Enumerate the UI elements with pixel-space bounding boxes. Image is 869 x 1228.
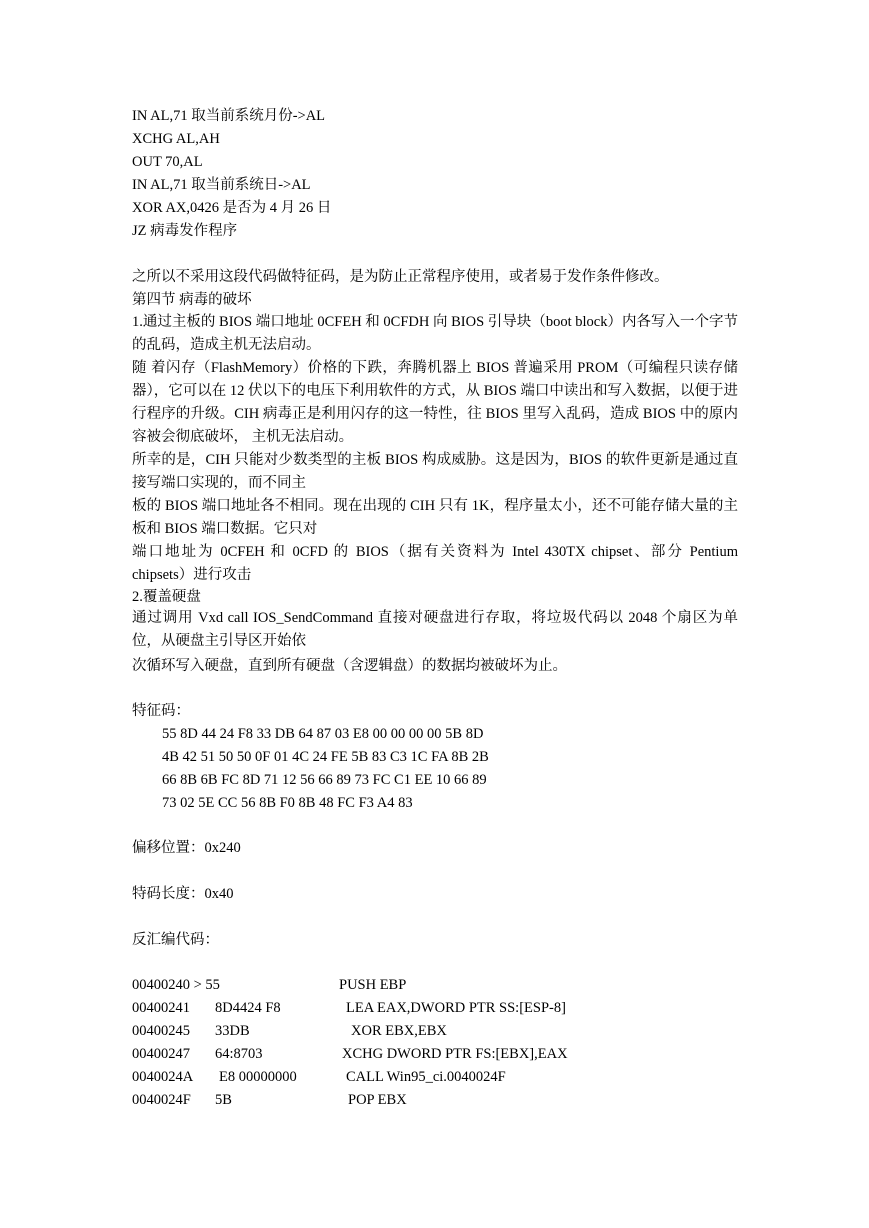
code-line: IN AL,71 取当前系统月份->AL (132, 108, 326, 124)
disasm-bytes: 8D4424 F8 (215, 1000, 281, 1016)
disasm-instruction: PUSH EBP (339, 977, 407, 993)
item1-paragraph: 随 着闪存（FlashMemory）价格的下跌，奔腾机器上 BIOS 普遍采用 PROM（可编程只读存储器），它可以在 12 伏以下的电压下利用软件的方式，从 BIOS 端口中读出和写入数据，以便于进行程序的升级。CIH 病毒正是利用闪存的这一特性，往 BIOS 里写入乱码，造成 BIOS 中的原内容被会彻底破坏， 主机无法启动。 (132, 360, 738, 445)
disasm-instruction: XCHG DWORD PTR FS:[EBX],EAX (342, 1046, 568, 1062)
code-line: XCHG AL,AH (132, 131, 220, 147)
code-line: IN AL,71 取当前系统日->AL (132, 177, 311, 193)
item2-paragraph: 次循环写入硬盘，直到所有硬盘（含逻辑盘）的数据均被破坏为止。 (132, 658, 567, 674)
signature-label: 特征码： (132, 703, 190, 719)
disasm-address: 00400245 (132, 1023, 190, 1039)
signature-hex-line: 73 02 5E CC 56 8B F0 8B 48 FC F3 A4 83 (162, 795, 413, 811)
item2-title: 2.覆盖硬盘 (132, 589, 201, 605)
code-line: JZ 病毒发作程序 (132, 223, 238, 239)
disasm-label: 反汇编代码： (132, 932, 219, 948)
offset-text: 偏移位置：0x240 (132, 840, 241, 856)
code-line: XOR AX,0426 是否为 4 月 26 日 (132, 200, 332, 216)
signature-hex-line: 4B 42 51 50 50 0F 01 4C 24 FE 5B 83 C3 1C FA 8B 2B (162, 749, 489, 765)
note-text: 之所以不采用这段代码做特征码，是为防止正常程序使用，或者易于发作条件修改。 (132, 269, 669, 285)
disasm-bytes: 64:8703 (215, 1046, 263, 1062)
disasm-address: 00400247 (132, 1046, 190, 1062)
item2-paragraph: 通过调用 Vxd call IOS_SendCommand 直接对硬盘进行存取，将垃圾代码以 2048 个扇区为单位，从硬盘主引导区开始依 (132, 610, 738, 649)
disasm-bytes: 5B (215, 1092, 232, 1108)
disasm-instruction: XOR EBX,EBX (351, 1023, 447, 1039)
disasm-address: 0040024A (132, 1069, 194, 1085)
disasm-address: 0040024F (132, 1092, 191, 1108)
length-text: 特码长度：0x40 (132, 886, 234, 902)
item1-title: 1.通过主板的 BIOS 端口地址 0CFEH 和 0CFDH 向 BIOS 引导块（boot block）内各写入一个字节的乱码，造成主机无法启动。 (132, 314, 738, 353)
code-line: OUT 70,AL (132, 154, 203, 170)
disasm-instruction: POP EBX (348, 1092, 407, 1108)
disasm-address: 00400241 (132, 1000, 190, 1016)
disasm-instruction: CALL Win95_ci.0040024F (346, 1069, 506, 1085)
disasm-bytes: E8 00000000 (219, 1069, 297, 1085)
disasm-bytes: 33DB (215, 1023, 250, 1039)
section-title: 第四节 病毒的破坏 (132, 292, 252, 308)
disasm-address: 00400240 > 55 (132, 977, 220, 993)
signature-hex-line: 66 8B 6B FC 8D 71 12 56 66 89 73 FC C1 EE 10 66 89 (162, 772, 487, 788)
item1-paragraph: 端口地址为 0CFEH 和 0CFD 的 BIOS（据有关资料为 Intel 430TX chipset、部分 Pentium chipsets）进行攻击 (132, 544, 738, 583)
disasm-instruction: LEA EAX,DWORD PTR SS:[ESP-8] (346, 1000, 566, 1016)
item1-paragraph: 所幸的是，CIH 只能对少数类型的主板 BIOS 构成威胁。这是因为，BIOS 的软件更新是通过直接写端口实现的，而不同主 (132, 452, 738, 491)
signature-hex-line: 55 8D 44 24 F8 33 DB 64 87 03 E8 00 00 00 00 5B 8D (162, 726, 484, 742)
item1-paragraph: 板的 BIOS 端口地址各不相同。现在出现的 CIH 只有 1K，程序量太小，还不可能存储大量的主板和 BIOS 端口数据。它只对 (132, 498, 738, 537)
